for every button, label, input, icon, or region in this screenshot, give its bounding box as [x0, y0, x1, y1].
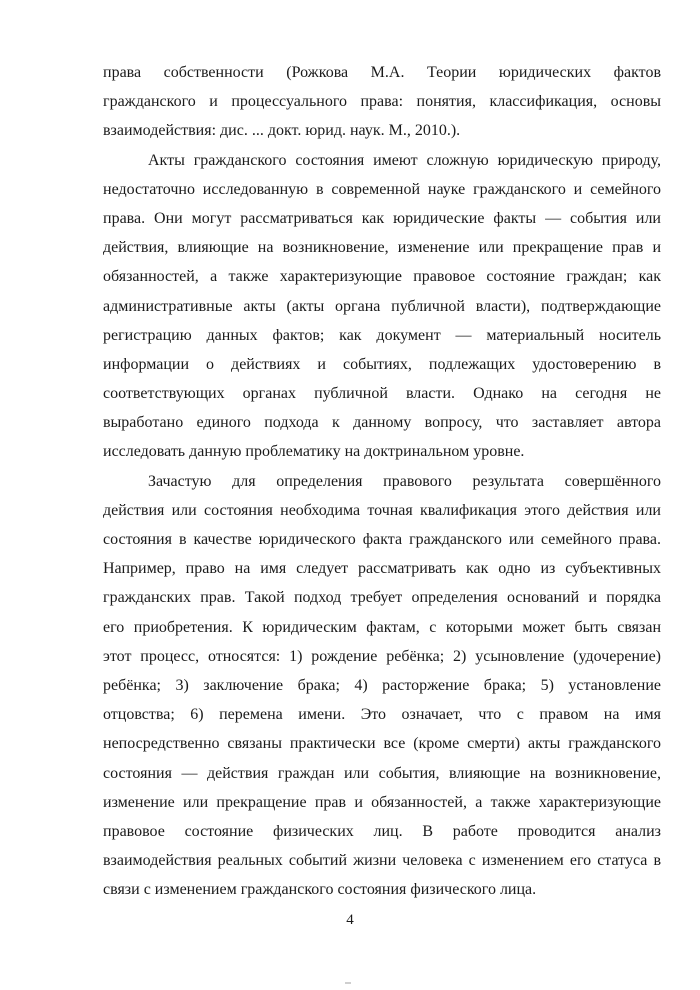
text-line: гражданского и процессуального права: понятия, классификация, основы [103, 93, 661, 111]
paragraph-right-to-name [103, 467, 661, 905]
text-line: Зачастую для определения правового результата совершённого [148, 472, 661, 490]
text-line: взаимодействия: дис. ... докт. юрид. наук. М., 2010.). [103, 122, 461, 140]
paragraph-continuation [103, 58, 661, 146]
text-line: непосредственно связаны практически все (кроме смерти) акты гражданского [103, 735, 661, 753]
text-line: исследовать данную проблематику на доктринальном уровне. [103, 443, 525, 461]
text-line: права. Они могут рассматриваться как юридические факты — события или [103, 209, 661, 227]
text-line: действия, влияющие на возникновение, изменение или прекращение прав и [103, 239, 661, 257]
text-line: Например, право на имя следует рассматривать как одно из субъективных [103, 560, 661, 578]
text-line: состояния в качестве юридического факта гражданского или семейного права. [103, 531, 661, 548]
text-line: ребёнка; 3) заключение брака; 4) расторжение брака; 5) установление [103, 676, 661, 694]
body-text [103, 58, 661, 904]
text-line: взаимодействия реальных событий жизни человека с изменением его статуса в [103, 852, 661, 870]
text-line: этот процесс, относятся: 1) рождение ребёнка; 2) усыновление (удочерение) [103, 647, 661, 665]
text-line: права собственности (Рожкова М.А. Теории юридических фактов [103, 64, 661, 81]
text-line: состояния — действия граждан или события, влияющие на возникновение, [103, 764, 661, 782]
paragraph-acts-of-civil-status [103, 146, 661, 467]
text-line: выработано единого подхода к данному вопросу, что заставляет автора [103, 414, 661, 432]
text-line: правовое состояние физических лиц. В работе проводится анализ [103, 822, 661, 840]
text-line: действия или состояния необходима точная квалификация этого действия или [103, 501, 661, 519]
text-line: Акты гражданского состояния имеют сложную юридическую природу, [148, 151, 661, 169]
text-line: изменение или прекращение прав и обязанностей, а также характеризующие [103, 793, 661, 811]
page-number: 4 [346, 912, 354, 928]
text-line: недостаточно исследованную в современной науке гражданского и семейного [103, 180, 661, 198]
text-line: регистрацию данных фактов; как документ — материальный носитель [103, 326, 661, 344]
text-line: административные акты (акты органа публичной власти), подтверждающие [103, 297, 661, 315]
text-line: отцовства; 6) перемена имени. Это означает, что с правом на имя [103, 706, 661, 724]
scan-artifact [345, 982, 351, 984]
text-line: информации о действиях и событиях, подлежащих удостоверению в [103, 355, 661, 373]
text-line: соответствующих органах публичной власти. Однако на сегодня не [103, 385, 661, 403]
text-line: гражданских прав. Такой подход требует определения оснований и порядка [103, 589, 661, 607]
text-line: его приобретения. К юридическим фактам, с которыми может быть связан [103, 618, 661, 636]
text-line: обязанностей, а также характеризующие правовое состояние граждан; как [103, 268, 661, 286]
text-line: связи с изменением гражданского состояния физического лица. [103, 881, 537, 899]
